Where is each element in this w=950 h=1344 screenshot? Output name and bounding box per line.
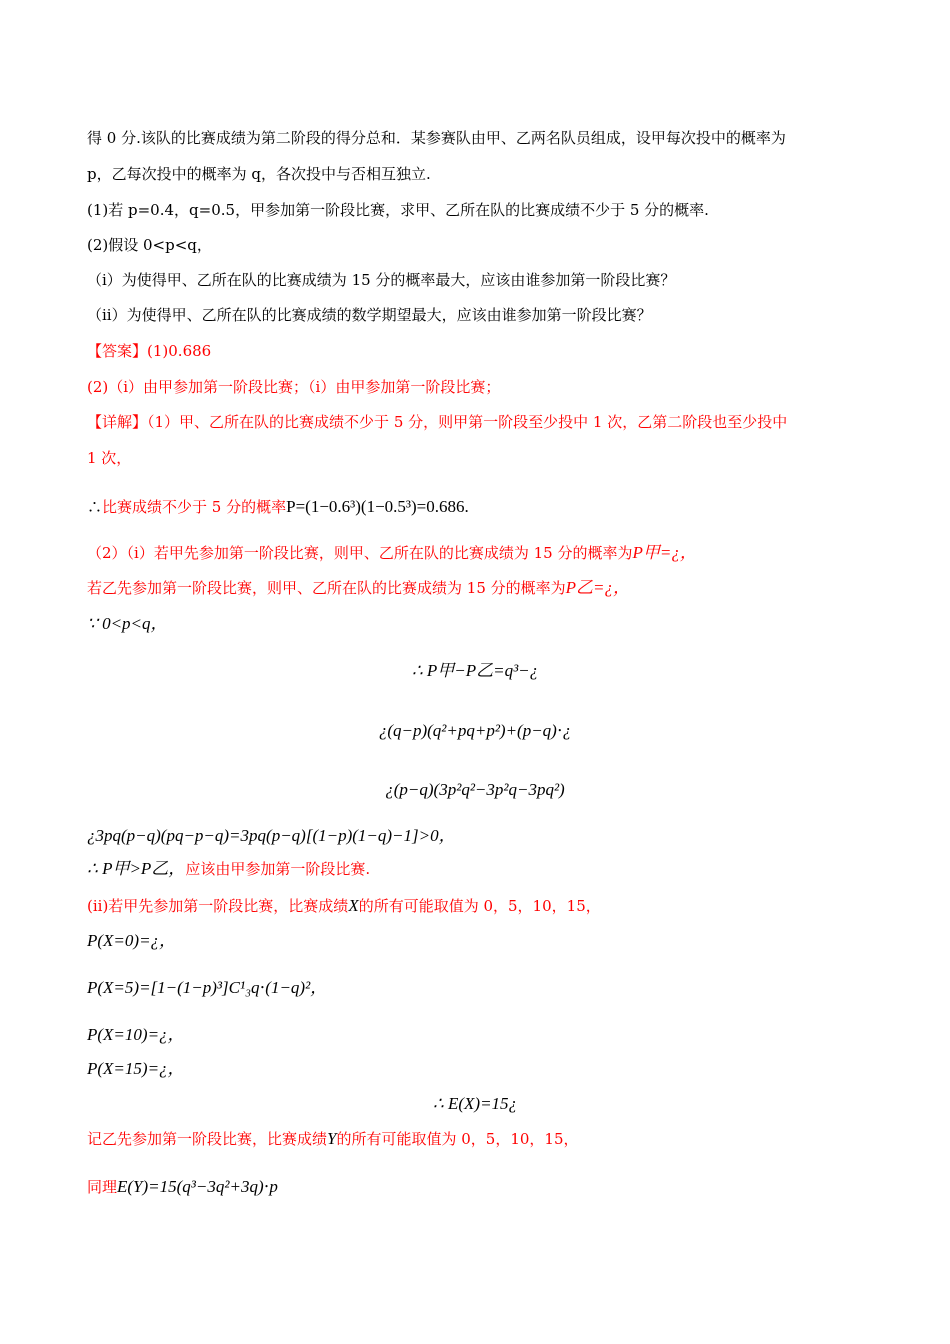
part2-ii-text2: 记乙先参加第一阶段比赛，比赛成绩 — [87, 1130, 328, 1148]
probability-text: 比赛成绩不少于 5 分的概率 — [102, 498, 287, 516]
part2-ii-rest2: 的所有可能取值为 0，5，10，15， — [336, 1130, 579, 1148]
equation-2: ¿(q−p)(q²+pq+p²)+(p−q)⋅¿ — [378, 721, 572, 740]
problem-part2-ii: （ii）为使得甲、乙所在队的比赛成绩的数学期望最大，应该由谁参加第一阶段比赛？ — [87, 306, 652, 324]
part2-i-text: （2）（i）若甲先参加第一阶段比赛，则甲、乙所在队的比赛成绩为 15 分的概率为 — [87, 544, 633, 562]
part2-ii-text: (ii)若甲先参加第一阶段比赛，比赛成绩 — [87, 897, 349, 915]
detail-part2-ii-line2 — [87, 1128, 579, 1150]
probability-formula: P=(1−0.6³)(1−0.5³)=0.686. — [286, 497, 469, 516]
expectation-y-line — [87, 1176, 278, 1198]
part2-ii-rest: 的所有可能取值为 0，5，10，15， — [358, 897, 601, 915]
detail-label: 【详解】 — [87, 413, 148, 431]
detail-part2-i-line1 — [87, 542, 697, 564]
detail-part1-line2: 1 次， — [87, 449, 132, 467]
answer-label: 【答案】 — [87, 342, 148, 360]
part2-i-text2: 若乙先参加第一阶段比赛，则甲、乙所在队的比赛成绩为 15 分的概率为 — [87, 579, 566, 597]
equation-4: ¿3pq(p−q)(pq−p−q)=3pq(p−q)[(1−p)(1−q)−1]>0， — [87, 826, 456, 845]
detail-part1-probability — [87, 496, 469, 518]
part2-i-formula2: P乙=¿， — [565, 578, 630, 597]
conclusion-formula: ∴ P甲>P乙， — [87, 859, 186, 878]
detail-part2-i-line2 — [87, 577, 630, 599]
conclusion-text: 应该由甲参加第一阶段比赛. — [185, 860, 371, 878]
variable-y: Y — [327, 1129, 337, 1148]
problem-intro-line1: 得 0 分.该队的比赛成绩为第二阶段的得分总和．某参赛队由甲、乙两名队员组成，设甲每次投中的概率为 — [87, 129, 786, 147]
expectation-x: ∴ E(X)=15¿ — [432, 1094, 518, 1113]
equation-3: ¿(p−q)(3p²q²−3p²q−3pq²) — [385, 780, 565, 799]
detail-part2-ii-line1 — [87, 895, 601, 917]
similarly-label: 同理 — [87, 1178, 118, 1196]
prob-x-0: P(X=0)=¿， — [87, 931, 177, 950]
prob-x-5: P(X=5)=[1−(1−p)³]C¹₃q⋅(1−q)²， — [87, 978, 328, 997]
problem-intro-line2: p，乙每次投中的概率为 q，各次投中与否相互独立. — [87, 165, 431, 183]
equation-1: ∴ P甲−P乙=q³−¿ — [411, 661, 539, 680]
therefore-symbol: ∴ — [87, 498, 103, 516]
problem-part2-i: （i）为使得甲、乙所在队的比赛成绩为 15 分的概率最大，应该由谁参加第一阶段比赛？ — [87, 271, 676, 289]
answer-1: (1)0.686 — [147, 342, 212, 360]
detail-line1 — [87, 411, 787, 433]
variable-x: X — [348, 896, 359, 915]
part2-i-formula: P甲=¿， — [632, 543, 697, 562]
detail-part1-text: （1）甲、乙所在队的比赛成绩不少于 5 分，则甲第一阶段至少投中 1 次，乙第二阶段也至少投中 — [147, 413, 788, 431]
answer-2: (2)（i）由甲参加第一阶段比赛；（i）由甲参加第一阶段比赛； — [87, 378, 501, 396]
since-condition: ∵ 0<p<q， — [87, 614, 168, 633]
prob-x-15: P(X=15)=¿， — [87, 1059, 185, 1078]
conclusion-line — [87, 858, 370, 880]
problem-part1: (1)若 p=0.4，q=0.5，甲参加第一阶段比赛，求甲、乙所在队的比赛成绩不少于 5 分的概率. — [87, 201, 709, 219]
expectation-y: E(Y)=15(q³−3q²+3q)⋅p — [117, 1177, 278, 1196]
answer-line1 — [87, 340, 211, 362]
problem-part2: (2)假设 0<p<q， — [87, 236, 212, 254]
prob-x-10: P(X=10)=¿， — [87, 1025, 185, 1044]
